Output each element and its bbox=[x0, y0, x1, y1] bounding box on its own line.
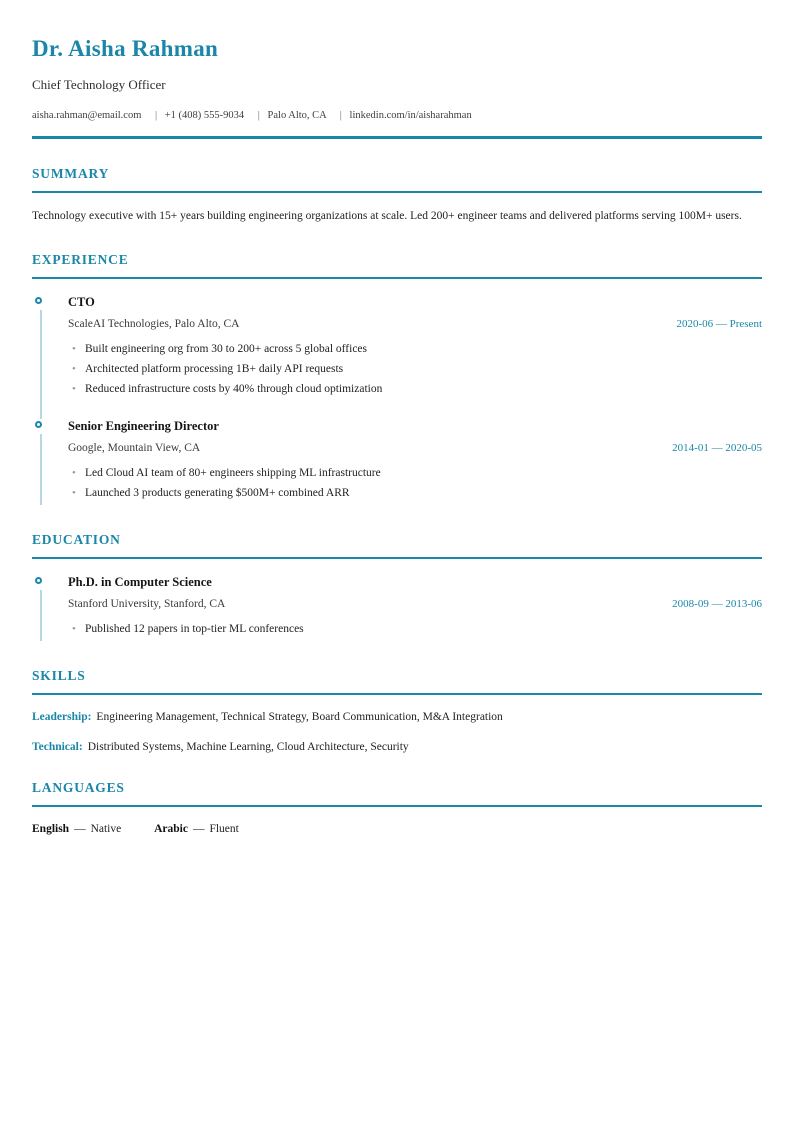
skill-group-label: Leadership: bbox=[32, 710, 92, 723]
experience-entry bbox=[32, 295, 762, 419]
summary-text: Technology executive with 15+ years building engineering organizations at scale. Led 200+ engineer teams and delivered platforms serving 100M+ users. bbox=[32, 210, 742, 222]
language-separator: — bbox=[74, 822, 86, 835]
contact-email: aisha.rahman@email.com bbox=[32, 110, 142, 121]
entry-bullet: • Published 12 papers in top-tier ML conferences bbox=[72, 623, 762, 635]
entry-bullet: • Architected platform processing 1B+ daily API requests bbox=[72, 363, 762, 375]
summary-heading: SUMMARY bbox=[32, 166, 110, 181]
section-divider bbox=[32, 693, 762, 695]
education-heading: EDUCATION bbox=[32, 531, 121, 547]
contact-linkedin: linkedin.com/in/aisharahman bbox=[349, 110, 472, 121]
contact-separator: | bbox=[257, 110, 260, 121]
section-languages bbox=[32, 780, 762, 835]
language-item bbox=[32, 823, 121, 835]
language-level: Native bbox=[90, 822, 122, 835]
language-separator: — bbox=[192, 822, 205, 835]
section-summary bbox=[32, 166, 762, 225]
language-level: Fluent bbox=[209, 822, 239, 835]
entry-title: Ph.D. in Computer Science bbox=[68, 574, 212, 589]
header bbox=[32, 36, 762, 139]
language-name: English bbox=[32, 822, 70, 835]
experience-heading: EXPERIENCE bbox=[32, 251, 129, 267]
contact-phone: +1 (408) 555-9034 bbox=[164, 110, 245, 121]
entry-dates: 2020-06 — Present bbox=[676, 317, 762, 330]
section-divider bbox=[32, 277, 762, 279]
language-list bbox=[32, 823, 762, 835]
skills-heading: SKILLS bbox=[32, 667, 86, 683]
entry-bullet: • Built engineering org from 30 to 200+ across 5 global offices bbox=[72, 343, 762, 355]
skill-group-items: Engineering Management, Technical Strategy, Board Communication, M&A Integration bbox=[96, 710, 503, 723]
entry-title: CTO bbox=[68, 294, 95, 309]
entry-organization: Google, Mountain View, CA bbox=[68, 441, 201, 454]
entry-dates: 2008-09 — 2013-06 bbox=[672, 597, 762, 610]
entry-bullet: • Led Cloud AI team of 80+ engineers shipping ML infrastructure bbox=[72, 467, 762, 479]
experience-entry bbox=[32, 419, 762, 505]
contact-location: Palo Alto, CA bbox=[267, 110, 327, 121]
section-divider bbox=[32, 805, 762, 807]
section-experience bbox=[32, 252, 762, 505]
entry-meta bbox=[68, 442, 762, 454]
job-title: Chief Technology Officer bbox=[32, 77, 166, 92]
entry-bullet-list bbox=[68, 343, 762, 395]
section-divider bbox=[32, 557, 762, 559]
entry-bullet: • Launched 3 products generating $500M+ combined ARR bbox=[72, 487, 762, 499]
timeline-dot-icon bbox=[35, 421, 42, 428]
skill-group bbox=[32, 711, 762, 723]
entry-organization: Stanford University, Stanford, CA bbox=[68, 597, 226, 610]
skill-group-items: Distributed Systems, Machine Learning, Cloud Architecture, Security bbox=[87, 740, 409, 753]
section-divider bbox=[32, 191, 762, 193]
contact-separator: | bbox=[155, 110, 158, 121]
section-education bbox=[32, 532, 762, 641]
timeline-dot-icon bbox=[35, 297, 42, 304]
header-divider bbox=[32, 136, 762, 139]
entry-meta bbox=[68, 318, 762, 330]
timeline-dot-icon bbox=[35, 577, 42, 584]
education-entry bbox=[32, 575, 762, 641]
person-name: Dr. Aisha Rahman bbox=[32, 36, 219, 61]
languages-heading: LANGUAGES bbox=[32, 779, 125, 795]
skill-group bbox=[32, 741, 762, 753]
entry-meta bbox=[68, 598, 762, 610]
entry-bullet-list bbox=[68, 623, 762, 635]
section-skills bbox=[32, 668, 762, 753]
entry-bullet: • Reduced infrastructure costs by 40% through cloud optimization bbox=[72, 383, 762, 395]
skill-group-label: Technical: bbox=[32, 740, 83, 753]
entry-dates: 2014-01 — 2020-05 bbox=[672, 441, 762, 454]
entry-title: Senior Engineering Director bbox=[68, 418, 219, 433]
contact-row bbox=[32, 110, 762, 121]
language-item bbox=[154, 823, 239, 835]
entry-bullet-list bbox=[68, 467, 762, 499]
entry-organization: ScaleAI Technologies, Palo Alto, CA bbox=[68, 317, 240, 330]
contact-separator: | bbox=[339, 110, 342, 121]
language-name: Arabic bbox=[154, 822, 188, 835]
